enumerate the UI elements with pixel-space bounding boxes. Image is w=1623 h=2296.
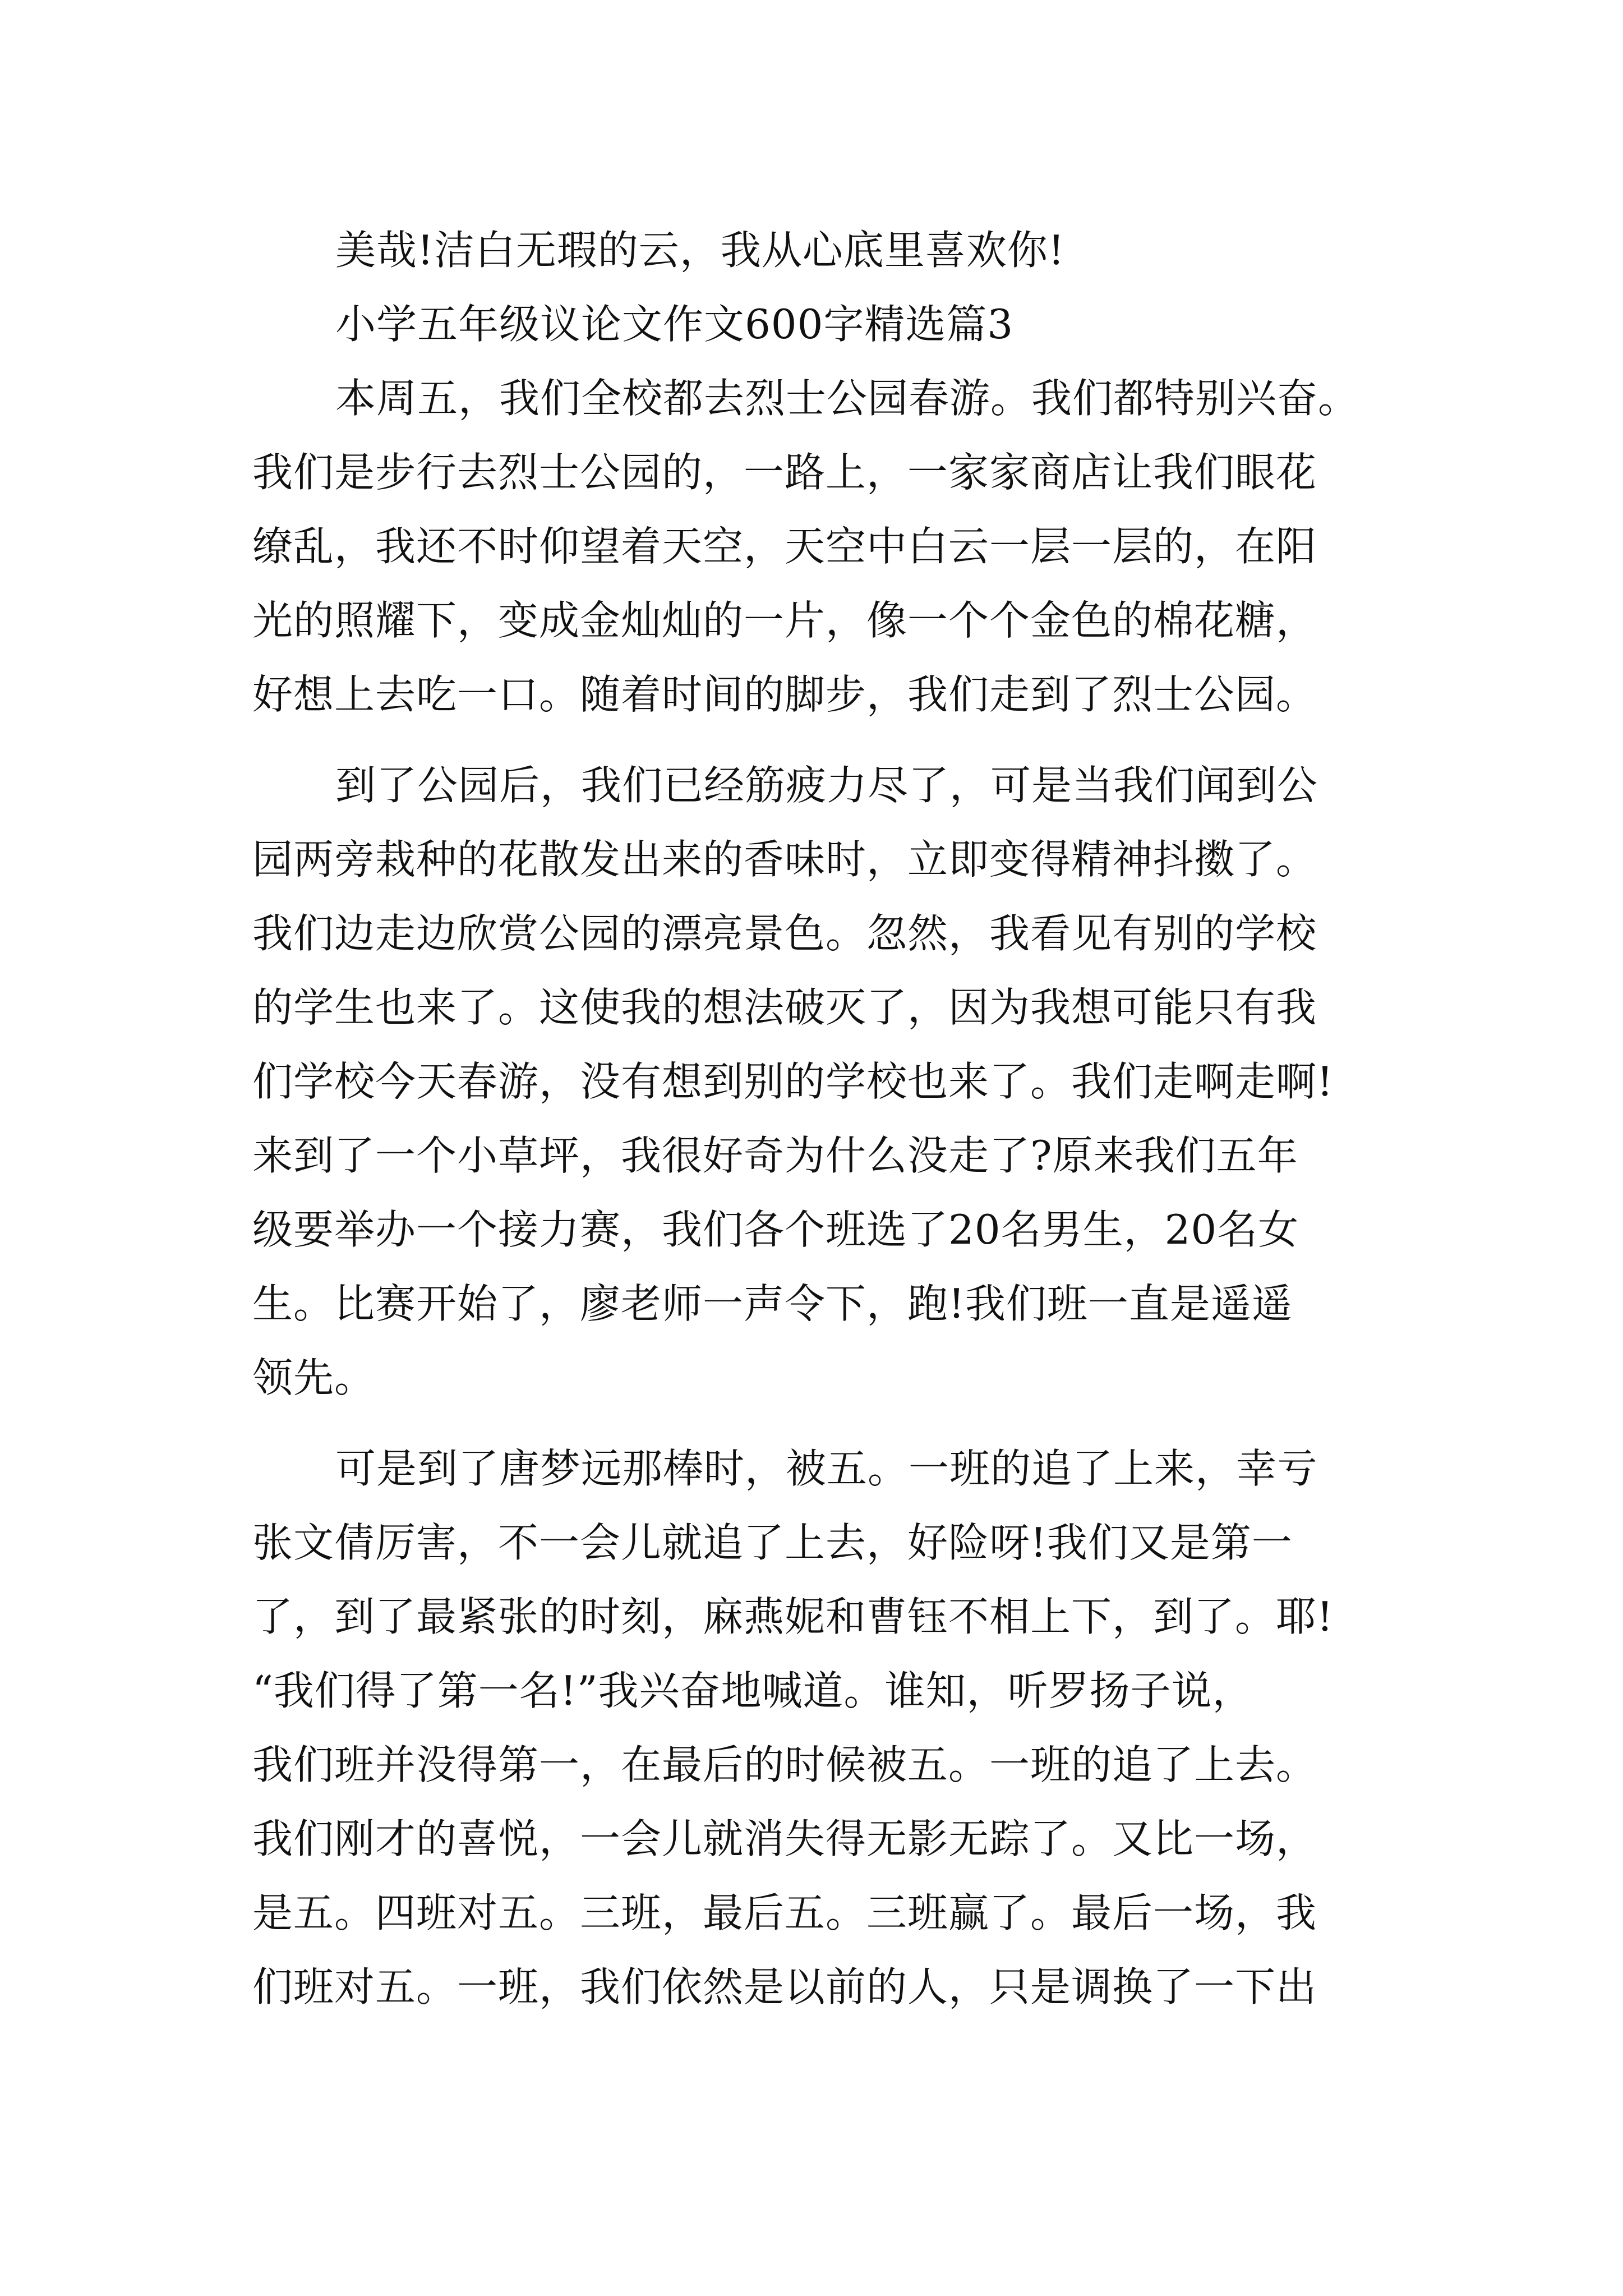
text-line: 园两旁栽种的花散发出来的香味时，立即变得精神抖擞了。: [252, 836, 1317, 883]
text-line: 的学生也来了。这使我的想法破灭了，因为我想可能只有我: [252, 984, 1317, 1031]
text-line: 本周五，我们全校都去烈士公园春游。我们都特别兴奋。: [335, 375, 1359, 422]
text-line: 级要举办一个接力赛，我们各个班选了20名男生，20名女: [252, 1206, 1299, 1253]
text-line: 我们边走边欣赏公园的漂亮景色。忽然，我看见有别的学校: [252, 910, 1317, 957]
text-line: 美哉!洁白无瑕的云，我从心底里喜欢你!: [335, 227, 1065, 274]
text-line: 我们是步行去烈士公园的，一路上，一家家商店让我们眼花: [252, 449, 1317, 496]
text-line: 我们班并没得第一，在最后的时候被五。一班的追了上去。: [252, 1741, 1317, 1788]
text-line: 生。比赛开始了，廖老师一声令下，跑!我们班一直是遥遥: [252, 1280, 1293, 1327]
text-line: 我们刚才的喜悦，一会儿就消失得无影无踪了。又比一场，: [252, 1815, 1317, 1862]
text-line: 可是到了唐梦远那棒时，被五。一班的追了上来，幸亏: [335, 1445, 1318, 1492]
text-line: 们学校今天春游，没有想到别的学校也来了。我们走啊走啊!: [252, 1058, 1334, 1105]
text-line: 光的照耀下，变成金灿灿的一片，像一个个金色的棉花糖，: [252, 597, 1317, 644]
text-line: 缭乱，我还不时仰望着天空，天空中白云一层一层的，在阳: [252, 523, 1317, 570]
text-line: 来到了一个小草坪，我很好奇为什么没走了?原来我们五年: [252, 1132, 1298, 1179]
text-line: “我们得了第一名!”我兴奋地喊道。谁知，听罗扬子说，: [252, 1667, 1253, 1714]
text-line: 是五。四班对五。三班，最后五。三班赢了。最后一场，我: [252, 1889, 1317, 1936]
text-line: 好想上去吃一口。随着时间的脚步，我们走到了烈士公园。: [252, 671, 1317, 718]
text-line: 了，到了最紧张的时刻，麻燕妮和曹钰不相上下，到了。耶!: [252, 1593, 1334, 1640]
section-heading: 小学五年级议论文作文600字精选篇3: [335, 301, 1014, 348]
text-line: 领先。: [252, 1354, 376, 1401]
text-line: 们班对五。一班，我们依然是以前的人，只是调换了一下出: [252, 1963, 1317, 2010]
text-line: 张文倩厉害，不一会儿就追了上去，好险呀!我们又是第一: [252, 1519, 1293, 1566]
document-body: [252, 213, 1396, 2024]
text-line: 到了公园后，我们已经筋疲力尽了，可是当我们闻到公: [335, 762, 1318, 809]
